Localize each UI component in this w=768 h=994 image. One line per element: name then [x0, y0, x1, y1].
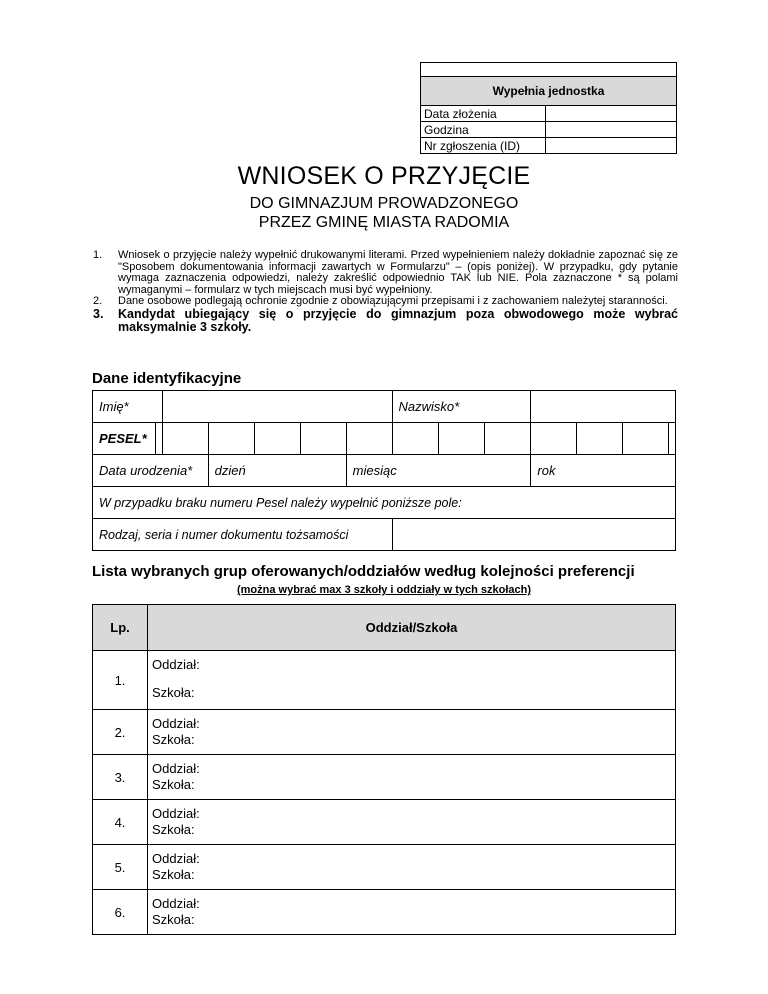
row-number: 3.	[93, 755, 148, 800]
identification-heading: Dane identyfikacyjne	[92, 370, 242, 387]
preferences-heading: Lista wybranych grup oferowanych/oddziałów według kolejności preferencji	[92, 563, 635, 580]
pesel-digit[interactable]	[346, 423, 392, 455]
preference-entry-field[interactable]	[148, 755, 676, 800]
pesel-digit[interactable]	[208, 423, 254, 455]
pesel-digit[interactable]	[577, 423, 623, 455]
birth-year-field[interactable]	[531, 455, 676, 487]
identity-document-field[interactable]	[392, 519, 676, 551]
row-number: 2.	[93, 710, 148, 755]
instruction-text: Kandydat ubiegający się o przyjęcie do gimnazjum poza obwodowego może wybrać maksymalnie 3 szkoły.	[118, 306, 678, 335]
instruction-number: 1.	[93, 249, 103, 261]
pesel-label: PESEL*	[93, 423, 156, 455]
first-name-label: Imię*	[93, 391, 163, 423]
lp-column-header: Lp.	[93, 605, 148, 651]
pesel-digit[interactable]	[485, 423, 531, 455]
application-id-label: Nr zgłoszenia (ID)	[421, 138, 546, 154]
row-number: 6.	[93, 890, 148, 935]
preference-entry-field[interactable]	[148, 845, 676, 890]
unit-label: Oddział:	[152, 716, 200, 731]
pesel-digit[interactable]	[300, 423, 346, 455]
pesel-digit[interactable]	[623, 423, 669, 455]
school-label: Szkoła:	[152, 912, 195, 927]
school-label: Szkoła:	[152, 777, 195, 792]
preference-row	[93, 845, 676, 890]
pesel-digit[interactable]	[392, 423, 438, 455]
instructions-list	[93, 250, 678, 335]
pesel-digit[interactable]	[438, 423, 484, 455]
unit-label: Oddział:	[152, 657, 200, 672]
pesel-digit[interactable]	[531, 423, 577, 455]
row-number: 5.	[93, 845, 148, 890]
application-id-field[interactable]	[546, 138, 677, 154]
office-use-box	[420, 62, 677, 154]
birth-month-label: miesiąc	[352, 463, 397, 478]
preference-entry-field[interactable]	[148, 651, 676, 710]
pesel-digit[interactable]	[162, 423, 208, 455]
preferences-table	[92, 604, 676, 935]
preference-row	[93, 890, 676, 935]
office-top-strip	[421, 63, 677, 77]
birth-month-field[interactable]	[346, 455, 531, 487]
last-name-label: Nazwisko*	[392, 391, 531, 423]
instruction-item	[93, 308, 678, 335]
school-label: Szkoła:	[152, 685, 195, 700]
school-label: Szkoła:	[152, 732, 195, 747]
pesel-digit[interactable]	[669, 423, 676, 455]
birth-day-label: dzień	[214, 463, 246, 478]
preference-row	[93, 710, 676, 755]
birth-day-field[interactable]	[208, 455, 346, 487]
row-number: 1.	[93, 651, 148, 710]
submission-date-field[interactable]	[546, 106, 677, 122]
preference-entry-field[interactable]	[148, 710, 676, 755]
subtitle-line-2: PRZEZ GMINĘ MIASTA RADOMIA	[258, 214, 510, 231]
no-pesel-note: W przypadku braku numeru Pesel należy wypełnić poniższe pole:	[93, 487, 676, 519]
preference-entry-field[interactable]	[148, 890, 676, 935]
identity-document-label: Rodzaj, seria i numer dokumentu tożsamości	[93, 519, 393, 551]
unit-label: Oddział:	[152, 896, 200, 911]
submission-time-field[interactable]	[546, 122, 677, 138]
pesel-digit[interactable]	[254, 423, 300, 455]
preference-entry-field[interactable]	[148, 800, 676, 845]
birth-year-label: rok	[537, 463, 556, 478]
school-label: Szkoła:	[152, 822, 195, 837]
submission-time-label: Godzina	[421, 122, 546, 138]
instruction-number: 3.	[93, 306, 104, 321]
office-box-heading: Wypełnia jednostka	[421, 77, 677, 106]
first-name-field[interactable]	[162, 391, 392, 423]
instruction-text: Dane osobowe podlegają ochronie zgodnie z obowiązującymi przepisami i z zachowaniem należytej staranności.	[118, 295, 668, 308]
instruction-item	[93, 250, 678, 296]
instruction-text: Wniosek o przyjęcie należy wypełnić drukowanymi literami. Przed wypełnieniem należy dokładnie zapoznać się ze "Sposobem dokumentowania informacji zawartych w Formularzu" – (opis poniżej). W przypadku, gdy pytanie wymaga zaznaczenia odpowiedzi, należy zakreślić odpowiednio TAK lub NIE. Pola zaznaczone * są polami wymaganymi – formularz w tych miejscach musi być wypełniony.	[118, 249, 678, 296]
identification-table	[92, 390, 676, 551]
preferences-hint: (można wybrać max 3 szkoły i oddziały w tych szkołach)	[236, 584, 532, 596]
page-title: WNIOSEK O PRZYJĘCIE	[237, 162, 531, 190]
unit-label: Oddział:	[152, 806, 200, 821]
preference-row	[93, 800, 676, 845]
unit-label: Oddział:	[152, 761, 200, 776]
birth-date-label: Data urodzenia*	[93, 455, 209, 487]
school-label: Szkoła:	[152, 867, 195, 882]
submission-date-label: Data złożenia	[421, 106, 546, 122]
unit-label: Oddział:	[152, 851, 200, 866]
preference-row	[93, 755, 676, 800]
pesel-digit[interactable]	[155, 423, 162, 455]
unit-school-column-header: Oddział/Szkoła	[148, 605, 676, 651]
preference-row	[93, 651, 676, 710]
subtitle-line-1: DO GIMNAZJUM PROWADZONEGO	[249, 195, 519, 212]
last-name-field[interactable]	[531, 391, 676, 423]
row-number: 4.	[93, 800, 148, 845]
instruction-number: 2.	[93, 295, 103, 308]
